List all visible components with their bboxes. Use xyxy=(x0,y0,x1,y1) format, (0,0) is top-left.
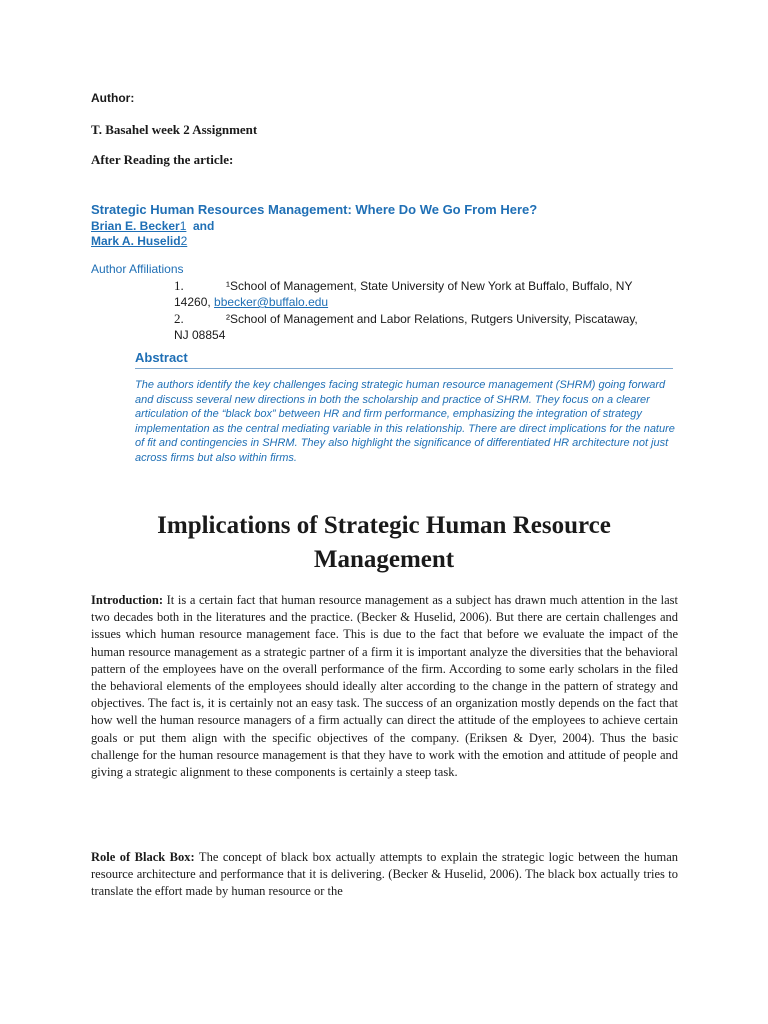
paragraph-lead: Role of Black Box: xyxy=(91,850,195,864)
article-title: Strategic Human Resources Management: Where Do We Go From Here? xyxy=(91,202,538,217)
after-reading-label: After Reading the article: xyxy=(91,152,234,167)
author-link-becker[interactable] xyxy=(91,219,186,233)
paragraph-lead: Introduction: xyxy=(91,593,164,607)
author-label: Author: xyxy=(91,91,135,105)
paragraph-black-box xyxy=(91,849,678,901)
paragraph-text: The concept of black box actually attempts to explain the strategic logic between the human resource architecture and performance that it is delivering. (Becker & Huselid, 2006). The black box actually tries to translate the effort made by human resource or the xyxy=(91,850,678,899)
affiliation-address: ¹School of Management, State University of New York at Buffalo, Buffalo, NY 14260, xyxy=(174,279,633,309)
affiliation-text xyxy=(174,311,644,343)
email-link[interactable]: bbecker@buffalo.edu xyxy=(214,295,329,309)
affiliation-address: ²School of Management and Labor Relations, Rutgers University, Piscataway, NJ 08854 xyxy=(174,312,638,342)
affiliations-heading: Author Affiliations xyxy=(91,262,184,276)
assignment-title: T. Basahel week 2 Assignment xyxy=(91,122,258,137)
abstract-text: The authors identify the key challenges facing strategic human resource management (SHRM) going forward and discuss several new directions in both the scholarship and practice of SHRM. They focus on a clearer articulation of the “black box” between HR and firm performance, emphasizing the integration of strategy implementation as the central mediating variable in this relationship. There are direct implications for the nature of fit and contingencies in SHRM. They also highlight the significance of differentiated HR architecture not just across firms but also within firms. xyxy=(135,379,675,464)
author-name: Brian E. Becker xyxy=(91,219,180,233)
essay-title: Implications of Strategic Human Resource Management xyxy=(157,512,611,573)
affiliation-number: 1. xyxy=(174,278,184,293)
affiliation-text xyxy=(174,278,644,310)
author-name: Mark A. Huselid xyxy=(91,234,181,248)
paragraph-text: It is a certain fact that human resource management as a subject has drawn much attention in the last two decades both in the literatures and the practice. (Becker & Huselid, 2006). But there are certain challenges and issues which human resource management face. This is due to the fact that before we evaluate the impact of the human resource management as a strategic partner of a firm it is important analyze the diversities that the behavioral pattern of the employees have on the overall performance of the firm. According to some early scholars in the filed the behavioral elements of the employees should ideally alter according to the change in the pattern of strategy and objectives. The fact is, it is certainly not an easy task. The success of an organization mostly depends on the fact that how well the human resource managers of a firm actually can direct the attitude of the employees to achieve certain goals or put them align with the specific objectives of the company. (Eriksen & Dyer, 2004). Thus the basic challenge for the human resource management is that they have to work with the emotion and attitude of people and giving a strategic alignment to these components is certainly a steep task. xyxy=(91,593,678,780)
author-link-huselid[interactable] xyxy=(91,234,187,248)
paragraph-introduction xyxy=(91,592,678,781)
author-sup: 1 xyxy=(179,219,187,233)
author-sup: 2 xyxy=(180,234,188,248)
abstract-divider xyxy=(135,368,673,369)
abstract-heading: Abstract xyxy=(135,350,188,365)
author-and: and xyxy=(193,219,215,233)
affiliation-number: 2. xyxy=(174,311,184,326)
